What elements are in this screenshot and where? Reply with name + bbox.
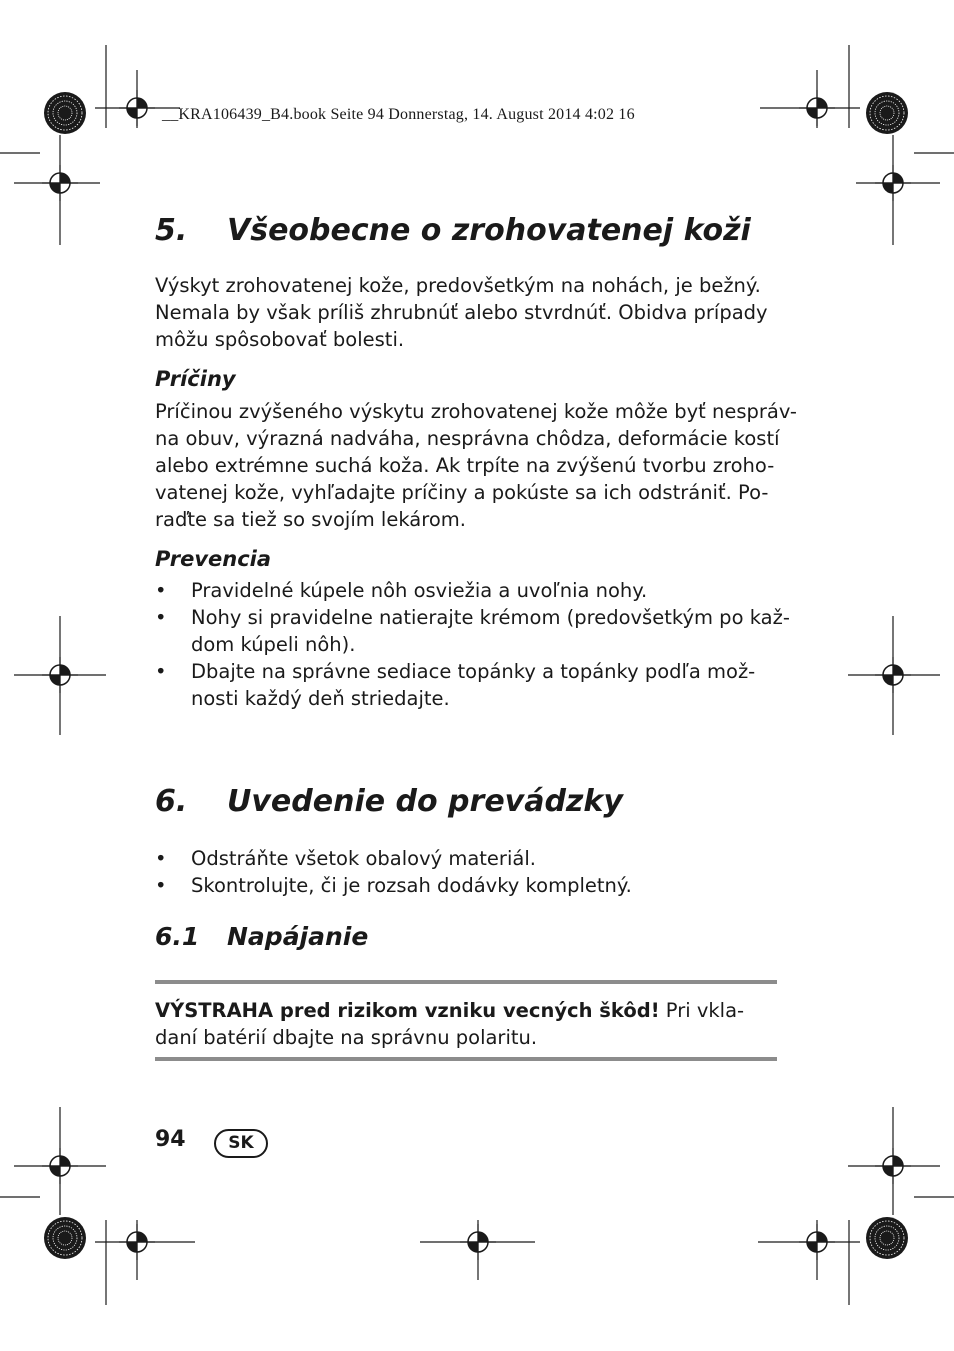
language-badge: SK (214, 1129, 268, 1158)
prevention-heading: Prevencia (155, 547, 272, 571)
intro-line: môžu spôsobovať bolesti. (155, 328, 405, 351)
warning-bottom-rule (155, 1057, 777, 1061)
section-6-title: Uvedenie do prevádzky (227, 784, 623, 819)
list-item-line: Odstráňte všetok obalový materiál. (191, 847, 536, 870)
bullet-icon: • (155, 660, 167, 683)
warning-line (155, 997, 780, 1024)
list-item-line: Nohy si pravidelne natierajte krémom (predovšetkým po kaž- (191, 606, 790, 629)
section-6-number: 6. (155, 784, 188, 819)
warning-line: daní batérií dbajte na správnu polaritu. (155, 1026, 538, 1049)
page-number: 94 (155, 1127, 186, 1152)
causes-heading: Príčiny (155, 367, 236, 391)
intro-line: Výskyt zrohovatenej kože, predovšetkým na nohách, je bežný. (155, 274, 761, 297)
bullet-icon: • (155, 847, 167, 870)
list-item-line: Pravidelné kúpele nôh osviežia a uvoľnia nohy. (191, 579, 648, 602)
section-5-intro (155, 272, 780, 353)
section-6-heading (155, 784, 623, 819)
section-5-heading (155, 213, 751, 248)
list-item (155, 604, 790, 658)
warning-box (155, 997, 780, 1051)
bullet-icon: • (155, 579, 167, 602)
subsection-number: 6.1 (155, 922, 200, 951)
warning-label: VÝSTRAHA pred rizikom vzniku vecných škôd! (155, 999, 660, 1022)
causes-text (155, 398, 797, 533)
causes-line: Príčinou zvýšeného výskytu zrohovatenej kože môže byť nespráv- (155, 400, 797, 423)
warning-top-rule (155, 980, 777, 984)
list-item-line: Dbajte na správne sediace topánky a topánky podľa mož- (191, 660, 756, 683)
section-5-title: Všeobecne o zrohovatenej koži (227, 213, 751, 248)
bullet-icon: • (155, 874, 167, 897)
causes-line: vatenej kože, vyhľadajte príčiny a pokúste sa ich odstrániť. Po- (155, 481, 769, 504)
causes-line: raďte sa tiež so svojím lekárom. (155, 508, 466, 531)
warning-text: Pri vkla- (659, 999, 745, 1022)
subsection-title: Napájanie (227, 922, 369, 951)
section-6-list (155, 845, 780, 899)
list-item-line: Skontrolujte, či je rozsah dodávky kompletný. (191, 874, 632, 897)
print-file-info: __KRA106439_B4.book Seite 94 Donnerstag, 14. August 2014 4:02 16 (162, 106, 635, 123)
list-item (155, 658, 780, 712)
prevention-list (155, 577, 790, 712)
subsection-6-1-heading (155, 922, 368, 951)
bullet-icon: • (155, 606, 167, 629)
list-item (155, 845, 780, 872)
list-item (155, 577, 780, 604)
section-5-number: 5. (155, 213, 188, 248)
list-item-line: nosti každý deň striedajte. (191, 687, 450, 710)
causes-line: alebo extrémne suchá koža. Ak trpíte na zvýšenú tvorbu zroho- (155, 454, 775, 477)
list-item-line: dom kúpeli nôh). (191, 633, 356, 656)
causes-line: na obuv, výrazná nadváha, nesprávna chôdza, deformácie kostí (155, 427, 780, 450)
intro-line: Nemala by však príliš zhrubnúť alebo stvrdnúť. Obidva prípady (155, 301, 768, 324)
list-item (155, 872, 780, 899)
